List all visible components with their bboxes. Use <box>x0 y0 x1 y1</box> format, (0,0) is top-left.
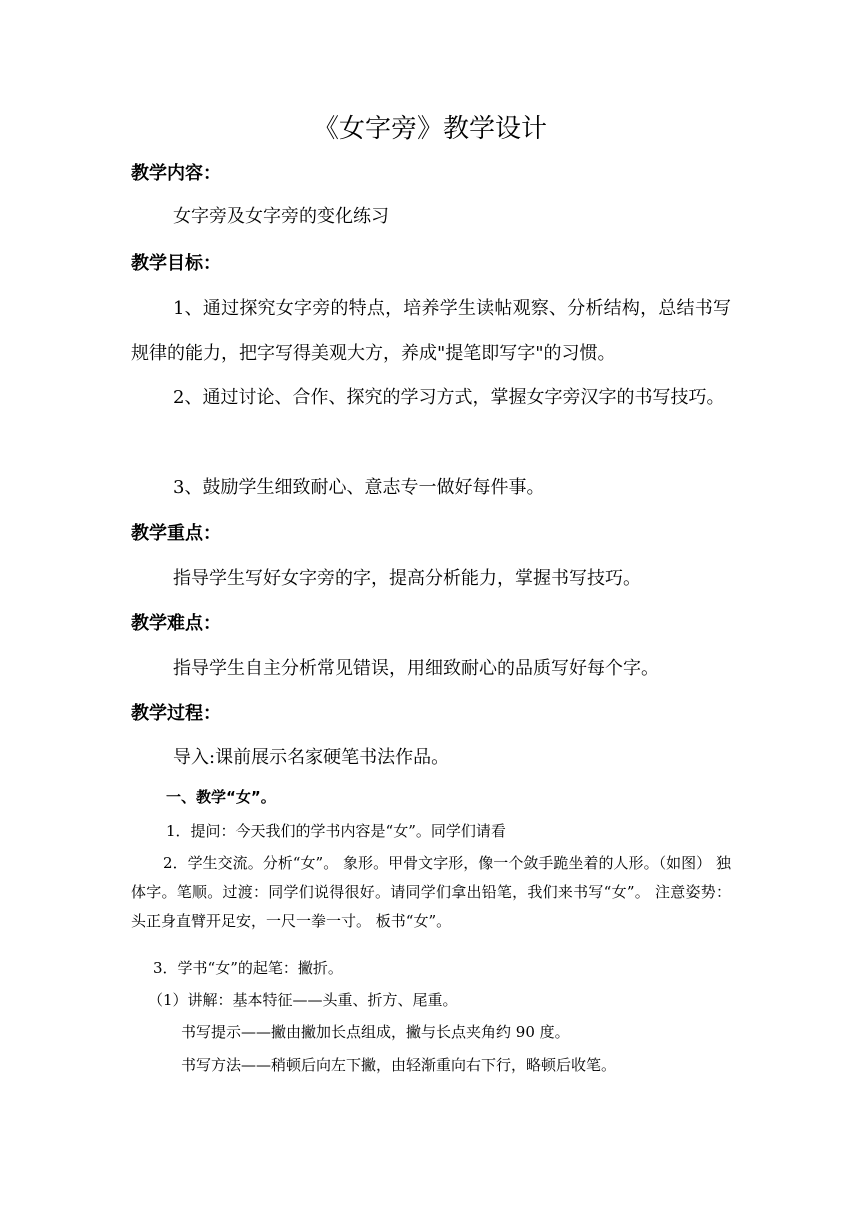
difficulties-text: 指导学生自主分析常见错误，用细致耐心的品质写好每个字。 <box>173 658 659 679</box>
process-intro: 导入:课前展示名家硬笔书法作品。 <box>173 747 450 768</box>
teaching-content-text: 女字旁及女字旁的变化练习 <box>173 206 389 227</box>
writing-method: 书写方法——稍顿后向左下撇，由轻渐重向右下行，略顿后收笔。 <box>181 1056 617 1074</box>
heading-teaching-content: 教学内容： <box>131 163 221 184</box>
part1-title: 一、教学“女”。 <box>166 788 276 806</box>
document-title: 《女字旁》教学设计 <box>312 114 547 144</box>
key-points-text: 指导学生写好女字旁的字，提高分析能力，掌握书写技巧。 <box>173 568 641 589</box>
process-step-2: 2．学生交流。分析“女”。 象形。甲骨文字形，像一个敛手跪坐着的人形。（如图） 独体字。笔顺。过渡：同学们说得很好。请同学们拿出铅笔，我们来书写“女”。 注意姿势：头正身直臂开足安，一尺一拳一寸。 板书“女”。 <box>131 854 731 930</box>
objective-item-3: 3、鼓励学生细致耐心、意志专一做好每件事。 <box>173 477 545 498</box>
objective-item-2: 2、通过讨论、合作、探究的学习方式，掌握女字旁汉字的书写技巧。 <box>173 387 725 408</box>
objective-item-1: 1、通过探究女字旁的特点，培养学生读帖观察、分析结构，总结书写规律的能力，把字写得美观大方，养成"提笔即写字"的习惯。 <box>131 298 731 364</box>
heading-teaching-objectives: 教学目标： <box>131 253 221 274</box>
process-step-1: 1．提问：今天我们的学书内容是“女”。同学们请看 <box>166 822 506 840</box>
heading-teaching-process: 教学过程： <box>131 703 221 724</box>
process-sub-1: （1）讲解：基本特征——头重、折方、尾重。 <box>148 991 458 1009</box>
heading-difficulties: 教学难点： <box>131 613 221 634</box>
heading-key-points: 教学重点： <box>131 523 221 544</box>
writing-tip: 书写提示——撇由撇加长点组成，撇与长点夹角约 90 度。 <box>181 1023 570 1041</box>
process-step-3: 3．学书“女”的起笔：撇折。 <box>153 959 343 977</box>
